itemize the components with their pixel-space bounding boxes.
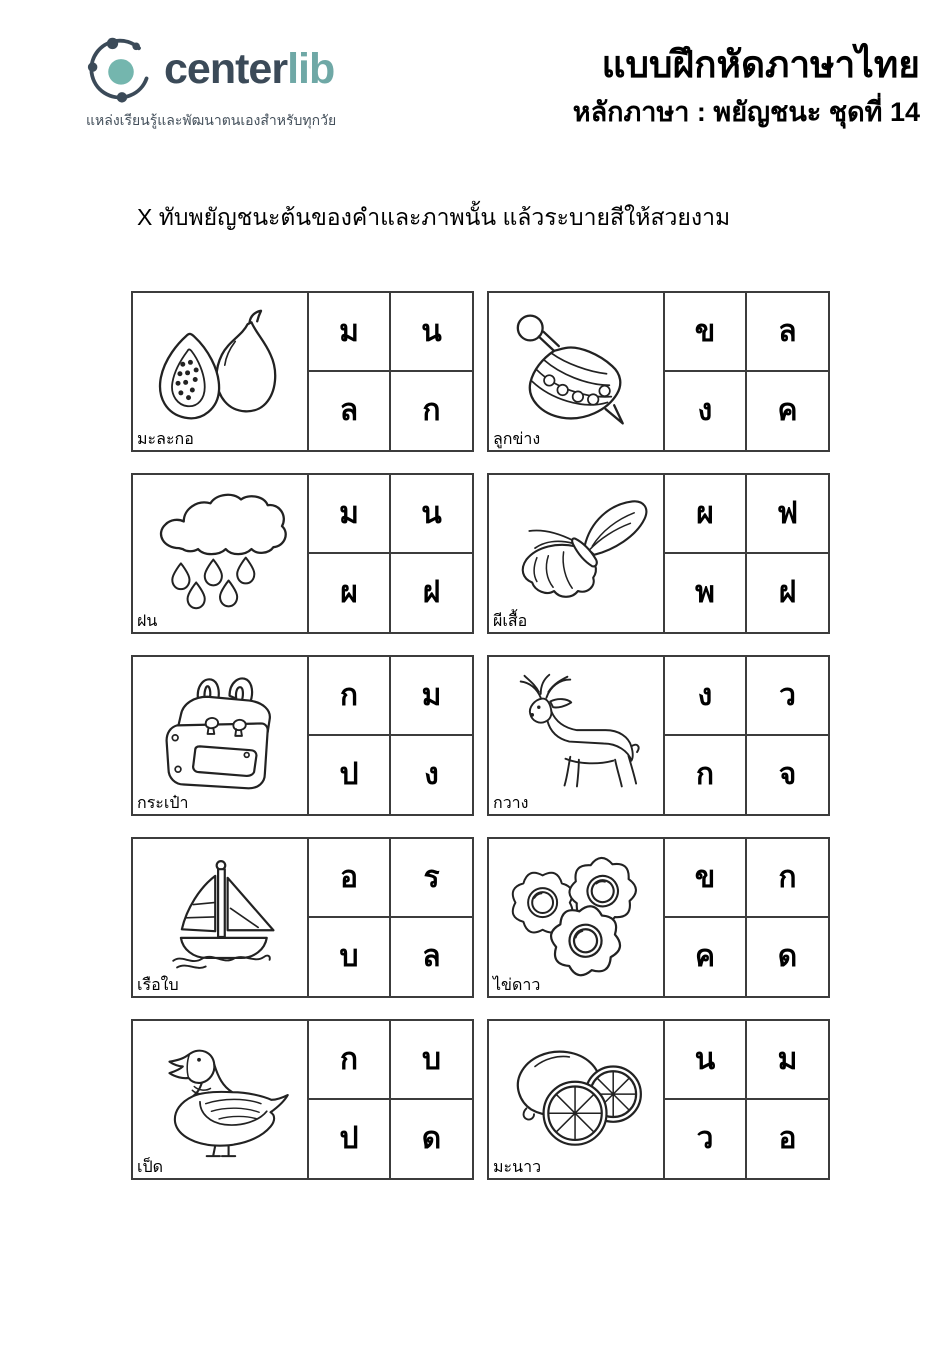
rain-image bbox=[136, 489, 304, 613]
brand-primary: center bbox=[164, 44, 288, 93]
letter-cell[interactable]: ว bbox=[747, 657, 828, 736]
letter-cell[interactable]: ล bbox=[747, 293, 828, 372]
worksheet-subtitle: หลักภาษา : พยัญชนะ ชุดที่ 14 bbox=[572, 96, 920, 127]
letter-cell[interactable]: ว bbox=[665, 1100, 747, 1179]
letter-cell[interactable]: ม bbox=[391, 657, 472, 736]
letter-cell[interactable]: อ bbox=[309, 839, 391, 918]
letter-cell[interactable]: ง bbox=[665, 372, 747, 451]
card-picture bbox=[133, 293, 309, 450]
card-word-label: เป็ด bbox=[137, 1158, 164, 1176]
word-card bbox=[131, 291, 474, 452]
letter-cell[interactable]: ด bbox=[421, 1122, 442, 1156]
letter-cell[interactable]: น bbox=[391, 293, 472, 372]
centerlib-logo bbox=[86, 34, 386, 132]
card-picture bbox=[489, 475, 665, 632]
card-picture bbox=[489, 839, 665, 996]
word-card bbox=[487, 473, 830, 634]
letter-cell[interactable]: ฝ bbox=[422, 576, 441, 610]
centerlib-network-icon bbox=[86, 34, 156, 104]
letter-cell[interactable]: ฝ bbox=[778, 576, 797, 610]
cards-grid bbox=[131, 291, 830, 1180]
letter-cell[interactable]: บ bbox=[391, 1021, 472, 1100]
letter-cell[interactable]: ก bbox=[309, 1021, 391, 1100]
letter-cell[interactable]: ค bbox=[777, 394, 798, 428]
letter-cell[interactable]: ป bbox=[309, 1100, 391, 1179]
spinning-top-image bbox=[492, 307, 660, 431]
letter-cell[interactable]: ร bbox=[391, 839, 472, 918]
letter-cell[interactable]: ก bbox=[309, 657, 391, 736]
fried-egg-image bbox=[492, 853, 660, 977]
letter-cell[interactable]: ง bbox=[424, 758, 439, 792]
letter-cell[interactable]: ง bbox=[665, 657, 747, 736]
letter-cell[interactable]: น bbox=[391, 475, 472, 554]
letter-cell[interactable]: ข bbox=[665, 293, 747, 372]
word-card bbox=[487, 837, 830, 998]
logo-tagline: แหล่งเรียนรู้และพัฒนาตนเองสำหรับทุกวัย bbox=[86, 112, 337, 128]
brand-wordmark bbox=[164, 44, 335, 93]
instruction-text: X ทับพยัญชนะต้นของคำและภาพนั้น แล้วระบายสีให้สวยงาม bbox=[137, 204, 731, 230]
card-picture bbox=[133, 839, 309, 996]
word-card bbox=[487, 291, 830, 452]
letter-cell[interactable]: ผ bbox=[665, 475, 747, 554]
word-card bbox=[487, 1019, 830, 1180]
letter-cell[interactable]: น bbox=[665, 1021, 747, 1100]
letter-cell[interactable]: พ bbox=[665, 554, 747, 633]
letter-cell[interactable]: ก bbox=[422, 394, 441, 428]
card-picture bbox=[133, 1021, 309, 1178]
deer-image bbox=[492, 671, 660, 795]
letter-cell[interactable]: ค bbox=[665, 918, 747, 997]
word-card bbox=[131, 837, 474, 998]
letter-cell[interactable]: อ bbox=[778, 1122, 797, 1156]
letter-cell[interactable]: ก bbox=[665, 736, 747, 815]
card-word-label: ฝน bbox=[137, 612, 158, 630]
sailboat-image bbox=[136, 853, 304, 977]
card-picture bbox=[489, 293, 665, 450]
card-word-label: มะละกอ bbox=[137, 430, 194, 448]
letter-cell[interactable]: ด bbox=[777, 940, 798, 974]
card-picture bbox=[489, 1021, 665, 1178]
card-picture bbox=[133, 657, 309, 814]
word-card bbox=[131, 473, 474, 634]
card-word-label: ลูกข่าง bbox=[493, 430, 541, 448]
word-card bbox=[131, 1019, 474, 1180]
letter-cell[interactable]: ก bbox=[747, 839, 828, 918]
worksheet-header bbox=[573, 44, 920, 133]
school-bag-image bbox=[136, 671, 304, 795]
worksheet-title: แบบฝึกหัดภาษาไทย bbox=[601, 44, 920, 85]
word-card bbox=[487, 655, 830, 816]
brand-secondary: lib bbox=[287, 44, 335, 93]
letter-cell[interactable]: ม bbox=[309, 475, 391, 554]
letter-cell[interactable]: ม bbox=[747, 1021, 828, 1100]
letter-cell[interactable]: ล bbox=[309, 372, 391, 451]
letter-cell[interactable]: ม bbox=[309, 293, 391, 372]
card-picture bbox=[489, 657, 665, 814]
letter-cell[interactable]: ฟ bbox=[747, 475, 828, 554]
letter-cell[interactable]: ข bbox=[665, 839, 747, 918]
lime-image bbox=[492, 1035, 660, 1159]
papaya-image bbox=[136, 307, 304, 431]
duck-image bbox=[136, 1035, 304, 1159]
letter-cell[interactable]: ป bbox=[309, 736, 391, 815]
letter-cell[interactable]: บ bbox=[309, 918, 391, 997]
letter-cell[interactable]: ผ bbox=[309, 554, 391, 633]
letter-cell[interactable]: ล bbox=[422, 940, 441, 974]
card-word-label: ผีเสื้อ bbox=[493, 612, 528, 630]
letter-cell[interactable]: จ bbox=[778, 758, 797, 792]
card-word-label: มะนาว bbox=[493, 1158, 542, 1176]
butterfly-image bbox=[492, 489, 660, 613]
word-card bbox=[131, 655, 474, 816]
card-picture bbox=[133, 475, 309, 632]
card-word-label: ไข่ดาว bbox=[493, 976, 541, 994]
card-word-label: กวาง bbox=[493, 794, 529, 812]
card-word-label: กระเป๋า bbox=[137, 794, 189, 812]
card-word-label: เรือใบ bbox=[137, 976, 179, 994]
